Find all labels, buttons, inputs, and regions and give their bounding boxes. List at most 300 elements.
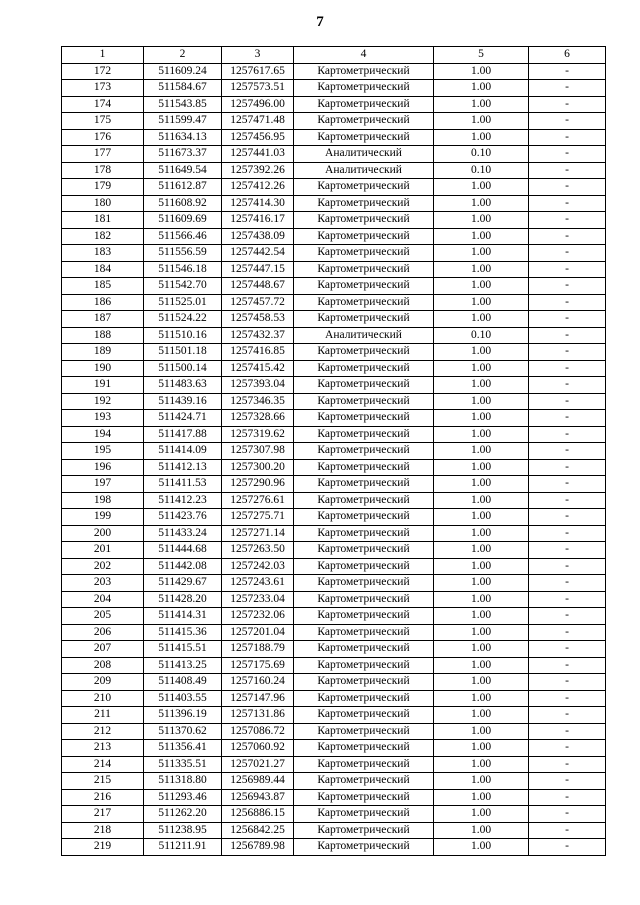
note-cell: -: [529, 327, 606, 344]
table-row: [62, 195, 606, 212]
point-number-cell: 219: [62, 839, 144, 856]
point-number-cell: 196: [62, 459, 144, 476]
point-number-cell: 181: [62, 212, 144, 229]
accuracy-cell: 1.00: [434, 195, 529, 212]
table-row: [62, 624, 606, 641]
point-number-cell: 212: [62, 723, 144, 740]
table-row: [62, 410, 606, 427]
note-cell: -: [529, 96, 606, 113]
y-coordinate-cell: 1257416.85: [222, 344, 294, 361]
note-cell: -: [529, 822, 606, 839]
method-cell: Картометрический: [294, 525, 434, 542]
y-coordinate-cell: 1257392.26: [222, 162, 294, 179]
note-cell: -: [529, 410, 606, 427]
point-number-cell: 208: [62, 657, 144, 674]
x-coordinate-cell: 511584.67: [144, 80, 222, 97]
method-cell: Картометрический: [294, 542, 434, 559]
method-cell: Картометрический: [294, 410, 434, 427]
method-cell: Картометрический: [294, 492, 434, 509]
table-row: [62, 311, 606, 328]
y-coordinate-cell: 1257188.79: [222, 641, 294, 658]
x-coordinate-cell: 511525.01: [144, 294, 222, 311]
point-number-cell: 201: [62, 542, 144, 559]
table-row: [62, 492, 606, 509]
point-number-cell: 206: [62, 624, 144, 641]
method-cell: Аналитический: [294, 327, 434, 344]
method-cell: Аналитический: [294, 162, 434, 179]
accuracy-cell: 1.00: [434, 377, 529, 394]
method-cell: Картометрический: [294, 575, 434, 592]
method-cell: Картометрический: [294, 245, 434, 262]
x-coordinate-cell: 511428.20: [144, 591, 222, 608]
note-cell: -: [529, 806, 606, 823]
accuracy-cell: 1.00: [434, 641, 529, 658]
table-row: [62, 146, 606, 163]
method-cell: Картометрический: [294, 476, 434, 493]
table-row: [62, 542, 606, 559]
y-coordinate-cell: 1257131.86: [222, 707, 294, 724]
x-coordinate-cell: 511413.25: [144, 657, 222, 674]
accuracy-cell: 1.00: [434, 113, 529, 130]
y-coordinate-cell: 1257457.72: [222, 294, 294, 311]
table-row: [62, 393, 606, 410]
y-coordinate-cell: 1256789.98: [222, 839, 294, 856]
y-coordinate-cell: 1257448.67: [222, 278, 294, 295]
note-cell: -: [529, 624, 606, 641]
method-cell: Картометрический: [294, 558, 434, 575]
accuracy-cell: 1.00: [434, 228, 529, 245]
method-cell: Картометрический: [294, 261, 434, 278]
point-number-cell: 178: [62, 162, 144, 179]
method-cell: Картометрический: [294, 113, 434, 130]
table-row: [62, 113, 606, 130]
accuracy-cell: 1.00: [434, 179, 529, 196]
accuracy-cell: 1.00: [434, 245, 529, 262]
note-cell: -: [529, 641, 606, 658]
x-coordinate-cell: 511423.76: [144, 509, 222, 526]
point-number-cell: 192: [62, 393, 144, 410]
note-cell: -: [529, 80, 606, 97]
y-coordinate-cell: 1257147.96: [222, 690, 294, 707]
point-number-cell: 204: [62, 591, 144, 608]
method-cell: Картометрический: [294, 63, 434, 80]
method-cell: Картометрический: [294, 377, 434, 394]
note-cell: -: [529, 740, 606, 757]
table-row: [62, 80, 606, 97]
column-header: 6: [529, 47, 606, 64]
method-cell: Картометрический: [294, 426, 434, 443]
method-cell: Картометрический: [294, 509, 434, 526]
accuracy-cell: 0.10: [434, 146, 529, 163]
table-row: [62, 327, 606, 344]
accuracy-cell: 1.00: [434, 261, 529, 278]
note-cell: -: [529, 459, 606, 476]
note-cell: -: [529, 311, 606, 328]
accuracy-cell: 1.00: [434, 509, 529, 526]
accuracy-cell: 1.00: [434, 789, 529, 806]
method-cell: Картометрический: [294, 839, 434, 856]
y-coordinate-cell: 1257617.65: [222, 63, 294, 80]
note-cell: -: [529, 608, 606, 625]
x-coordinate-cell: 511542.70: [144, 278, 222, 295]
y-coordinate-cell: 1257060.92: [222, 740, 294, 757]
y-coordinate-cell: 1257393.04: [222, 377, 294, 394]
x-coordinate-cell: 511501.18: [144, 344, 222, 361]
point-number-cell: 209: [62, 674, 144, 691]
note-cell: -: [529, 146, 606, 163]
table-row: [62, 608, 606, 625]
table-row: [62, 228, 606, 245]
method-cell: Картометрический: [294, 674, 434, 691]
point-number-cell: 213: [62, 740, 144, 757]
method-cell: Картометрический: [294, 723, 434, 740]
x-coordinate-cell: 511356.41: [144, 740, 222, 757]
y-coordinate-cell: 1257414.30: [222, 195, 294, 212]
point-number-cell: 203: [62, 575, 144, 592]
note-cell: -: [529, 113, 606, 130]
note-cell: -: [529, 162, 606, 179]
y-coordinate-cell: 1257263.50: [222, 542, 294, 559]
point-number-cell: 194: [62, 426, 144, 443]
table-row: [62, 261, 606, 278]
column-header: 3: [222, 47, 294, 64]
accuracy-cell: 1.00: [434, 822, 529, 839]
note-cell: -: [529, 63, 606, 80]
accuracy-cell: 1.00: [434, 690, 529, 707]
point-number-cell: 205: [62, 608, 144, 625]
accuracy-cell: 1.00: [434, 96, 529, 113]
point-number-cell: 182: [62, 228, 144, 245]
x-coordinate-cell: 511543.85: [144, 96, 222, 113]
y-coordinate-cell: 1257573.51: [222, 80, 294, 97]
method-cell: Картометрический: [294, 212, 434, 229]
x-coordinate-cell: 511408.49: [144, 674, 222, 691]
table-row: [62, 509, 606, 526]
y-coordinate-cell: 1257275.71: [222, 509, 294, 526]
table-row: [62, 723, 606, 740]
method-cell: Картометрический: [294, 806, 434, 823]
note-cell: -: [529, 195, 606, 212]
table-row: [62, 360, 606, 377]
note-cell: -: [529, 261, 606, 278]
method-cell: Картометрический: [294, 443, 434, 460]
table-row: [62, 294, 606, 311]
y-coordinate-cell: 1257441.03: [222, 146, 294, 163]
x-coordinate-cell: 511608.92: [144, 195, 222, 212]
point-number-cell: 217: [62, 806, 144, 823]
x-coordinate-cell: 511546.18: [144, 261, 222, 278]
table-row: [62, 525, 606, 542]
table-row: [62, 822, 606, 839]
table-row: [62, 789, 606, 806]
accuracy-cell: 1.00: [434, 492, 529, 509]
x-coordinate-cell: 511414.31: [144, 608, 222, 625]
x-coordinate-cell: 511211.91: [144, 839, 222, 856]
table-row: [62, 690, 606, 707]
y-coordinate-cell: 1257442.54: [222, 245, 294, 262]
accuracy-cell: 1.00: [434, 393, 529, 410]
x-coordinate-cell: 511609.69: [144, 212, 222, 229]
method-cell: Картометрический: [294, 690, 434, 707]
x-coordinate-cell: 511634.13: [144, 129, 222, 146]
note-cell: -: [529, 179, 606, 196]
point-number-cell: 193: [62, 410, 144, 427]
table-row: [62, 756, 606, 773]
point-number-cell: 176: [62, 129, 144, 146]
point-number-cell: 215: [62, 773, 144, 790]
y-coordinate-cell: 1257496.00: [222, 96, 294, 113]
method-cell: Картометрический: [294, 608, 434, 625]
accuracy-cell: 1.00: [434, 459, 529, 476]
y-coordinate-cell: 1257233.04: [222, 591, 294, 608]
note-cell: -: [529, 377, 606, 394]
note-cell: -: [529, 426, 606, 443]
x-coordinate-cell: 511415.36: [144, 624, 222, 641]
y-coordinate-cell: 1257447.15: [222, 261, 294, 278]
y-coordinate-cell: 1256842.25: [222, 822, 294, 839]
y-coordinate-cell: 1256943.87: [222, 789, 294, 806]
table-row: [62, 377, 606, 394]
method-cell: Картометрический: [294, 360, 434, 377]
y-coordinate-cell: 1257458.53: [222, 311, 294, 328]
table-row: [62, 674, 606, 691]
note-cell: -: [529, 344, 606, 361]
y-coordinate-cell: 1257086.72: [222, 723, 294, 740]
method-cell: Картометрический: [294, 179, 434, 196]
y-coordinate-cell: 1257243.61: [222, 575, 294, 592]
accuracy-cell: 1.00: [434, 674, 529, 691]
point-number-cell: 216: [62, 789, 144, 806]
table-header-row: [62, 47, 606, 64]
accuracy-cell: 1.00: [434, 278, 529, 295]
note-cell: -: [529, 773, 606, 790]
x-coordinate-cell: 511433.24: [144, 525, 222, 542]
point-number-cell: 173: [62, 80, 144, 97]
table-row: [62, 641, 606, 658]
accuracy-cell: 1.00: [434, 624, 529, 641]
accuracy-cell: 1.00: [434, 443, 529, 460]
point-number-cell: 183: [62, 245, 144, 262]
table-row: [62, 476, 606, 493]
accuracy-cell: 1.00: [434, 740, 529, 757]
accuracy-cell: 1.00: [434, 311, 529, 328]
accuracy-cell: 1.00: [434, 63, 529, 80]
point-number-cell: 191: [62, 377, 144, 394]
method-cell: Картометрический: [294, 228, 434, 245]
accuracy-cell: 1.00: [434, 707, 529, 724]
method-cell: Картометрический: [294, 195, 434, 212]
page-number: 7: [316, 14, 324, 30]
x-coordinate-cell: 511318.80: [144, 773, 222, 790]
y-coordinate-cell: 1257276.61: [222, 492, 294, 509]
point-number-cell: 190: [62, 360, 144, 377]
table-row: [62, 212, 606, 229]
x-coordinate-cell: 511556.59: [144, 245, 222, 262]
table-row: [62, 179, 606, 196]
accuracy-cell: 1.00: [434, 756, 529, 773]
point-number-cell: 187: [62, 311, 144, 328]
column-header: 5: [434, 47, 529, 64]
y-coordinate-cell: 1257175.69: [222, 657, 294, 674]
method-cell: Аналитический: [294, 146, 434, 163]
table-row: [62, 773, 606, 790]
table-row: [62, 162, 606, 179]
point-number-cell: 185: [62, 278, 144, 295]
y-coordinate-cell: 1257021.27: [222, 756, 294, 773]
table-row: [62, 575, 606, 592]
note-cell: -: [529, 360, 606, 377]
x-coordinate-cell: 511414.09: [144, 443, 222, 460]
x-coordinate-cell: 511566.46: [144, 228, 222, 245]
point-number-cell: 198: [62, 492, 144, 509]
y-coordinate-cell: 1257412.26: [222, 179, 294, 196]
note-cell: -: [529, 228, 606, 245]
method-cell: Картометрический: [294, 96, 434, 113]
table-row: [62, 245, 606, 262]
method-cell: Картометрический: [294, 657, 434, 674]
note-cell: -: [529, 212, 606, 229]
method-cell: Картометрический: [294, 789, 434, 806]
note-cell: -: [529, 657, 606, 674]
method-cell: Картометрический: [294, 740, 434, 757]
x-coordinate-cell: 511262.20: [144, 806, 222, 823]
point-number-cell: 174: [62, 96, 144, 113]
point-number-cell: 186: [62, 294, 144, 311]
note-cell: -: [529, 278, 606, 295]
accuracy-cell: 1.00: [434, 723, 529, 740]
accuracy-cell: 1.00: [434, 360, 529, 377]
y-coordinate-cell: 1257290.96: [222, 476, 294, 493]
point-number-cell: 179: [62, 179, 144, 196]
accuracy-cell: 1.00: [434, 426, 529, 443]
point-number-cell: 210: [62, 690, 144, 707]
y-coordinate-cell: 1257232.06: [222, 608, 294, 625]
note-cell: -: [529, 129, 606, 146]
y-coordinate-cell: 1257242.03: [222, 558, 294, 575]
x-coordinate-cell: 511510.16: [144, 327, 222, 344]
note-cell: -: [529, 674, 606, 691]
y-coordinate-cell: 1257307.98: [222, 443, 294, 460]
y-coordinate-cell: 1257160.24: [222, 674, 294, 691]
point-number-cell: 175: [62, 113, 144, 130]
accuracy-cell: 1.00: [434, 591, 529, 608]
table-row: [62, 63, 606, 80]
accuracy-cell: 1.00: [434, 542, 529, 559]
table-body: [62, 63, 606, 855]
method-cell: Картометрический: [294, 311, 434, 328]
point-number-cell: 200: [62, 525, 144, 542]
note-cell: -: [529, 575, 606, 592]
note-cell: -: [529, 509, 606, 526]
accuracy-cell: 1.00: [434, 80, 529, 97]
point-number-cell: 199: [62, 509, 144, 526]
accuracy-cell: 1.00: [434, 608, 529, 625]
y-coordinate-cell: 1257432.37: [222, 327, 294, 344]
point-number-cell: 195: [62, 443, 144, 460]
accuracy-cell: 1.00: [434, 344, 529, 361]
y-coordinate-cell: 1257328.66: [222, 410, 294, 427]
x-coordinate-cell: 511370.62: [144, 723, 222, 740]
method-cell: Картометрический: [294, 80, 434, 97]
x-coordinate-cell: 511411.53: [144, 476, 222, 493]
column-header: 4: [294, 47, 434, 64]
table-row: [62, 806, 606, 823]
note-cell: -: [529, 393, 606, 410]
x-coordinate-cell: 511396.19: [144, 707, 222, 724]
note-cell: -: [529, 756, 606, 773]
accuracy-cell: 1.00: [434, 525, 529, 542]
table-row: [62, 839, 606, 856]
method-cell: Картометрический: [294, 641, 434, 658]
accuracy-cell: 1.00: [434, 410, 529, 427]
x-coordinate-cell: 511403.55: [144, 690, 222, 707]
table-row: [62, 443, 606, 460]
x-coordinate-cell: 511429.67: [144, 575, 222, 592]
point-number-cell: 211: [62, 707, 144, 724]
accuracy-cell: 1.00: [434, 558, 529, 575]
x-coordinate-cell: 511417.88: [144, 426, 222, 443]
note-cell: -: [529, 789, 606, 806]
x-coordinate-cell: 511612.87: [144, 179, 222, 196]
point-number-cell: 177: [62, 146, 144, 163]
point-number-cell: 172: [62, 63, 144, 80]
accuracy-cell: 0.10: [434, 162, 529, 179]
accuracy-cell: 0.10: [434, 327, 529, 344]
y-coordinate-cell: 1257300.20: [222, 459, 294, 476]
y-coordinate-cell: 1257271.14: [222, 525, 294, 542]
table-row: [62, 657, 606, 674]
x-coordinate-cell: 511444.68: [144, 542, 222, 559]
x-coordinate-cell: 511238.95: [144, 822, 222, 839]
point-number-cell: 207: [62, 641, 144, 658]
x-coordinate-cell: 511424.71: [144, 410, 222, 427]
y-coordinate-cell: 1257471.48: [222, 113, 294, 130]
x-coordinate-cell: 511412.23: [144, 492, 222, 509]
table-row: [62, 96, 606, 113]
method-cell: Картометрический: [294, 707, 434, 724]
x-coordinate-cell: 511439.16: [144, 393, 222, 410]
point-number-cell: 214: [62, 756, 144, 773]
x-coordinate-cell: 511483.63: [144, 377, 222, 394]
x-coordinate-cell: 511293.46: [144, 789, 222, 806]
table-row: [62, 707, 606, 724]
accuracy-cell: 1.00: [434, 773, 529, 790]
column-header: 1: [62, 47, 144, 64]
y-coordinate-cell: 1257456.95: [222, 129, 294, 146]
accuracy-cell: 1.00: [434, 294, 529, 311]
y-coordinate-cell: 1257416.17: [222, 212, 294, 229]
note-cell: -: [529, 542, 606, 559]
note-cell: -: [529, 723, 606, 740]
table-row: [62, 591, 606, 608]
point-number-cell: 197: [62, 476, 144, 493]
x-coordinate-cell: 511599.47: [144, 113, 222, 130]
x-coordinate-cell: 511673.37: [144, 146, 222, 163]
accuracy-cell: 1.00: [434, 476, 529, 493]
method-cell: Картометрический: [294, 459, 434, 476]
accuracy-cell: 1.00: [434, 575, 529, 592]
x-coordinate-cell: 511500.14: [144, 360, 222, 377]
note-cell: -: [529, 245, 606, 262]
accuracy-cell: 1.00: [434, 657, 529, 674]
x-coordinate-cell: 511335.51: [144, 756, 222, 773]
accuracy-cell: 1.00: [434, 839, 529, 856]
method-cell: Картометрический: [294, 294, 434, 311]
table-row: [62, 344, 606, 361]
note-cell: -: [529, 492, 606, 509]
y-coordinate-cell: 1257346.35: [222, 393, 294, 410]
accuracy-cell: 1.00: [434, 129, 529, 146]
